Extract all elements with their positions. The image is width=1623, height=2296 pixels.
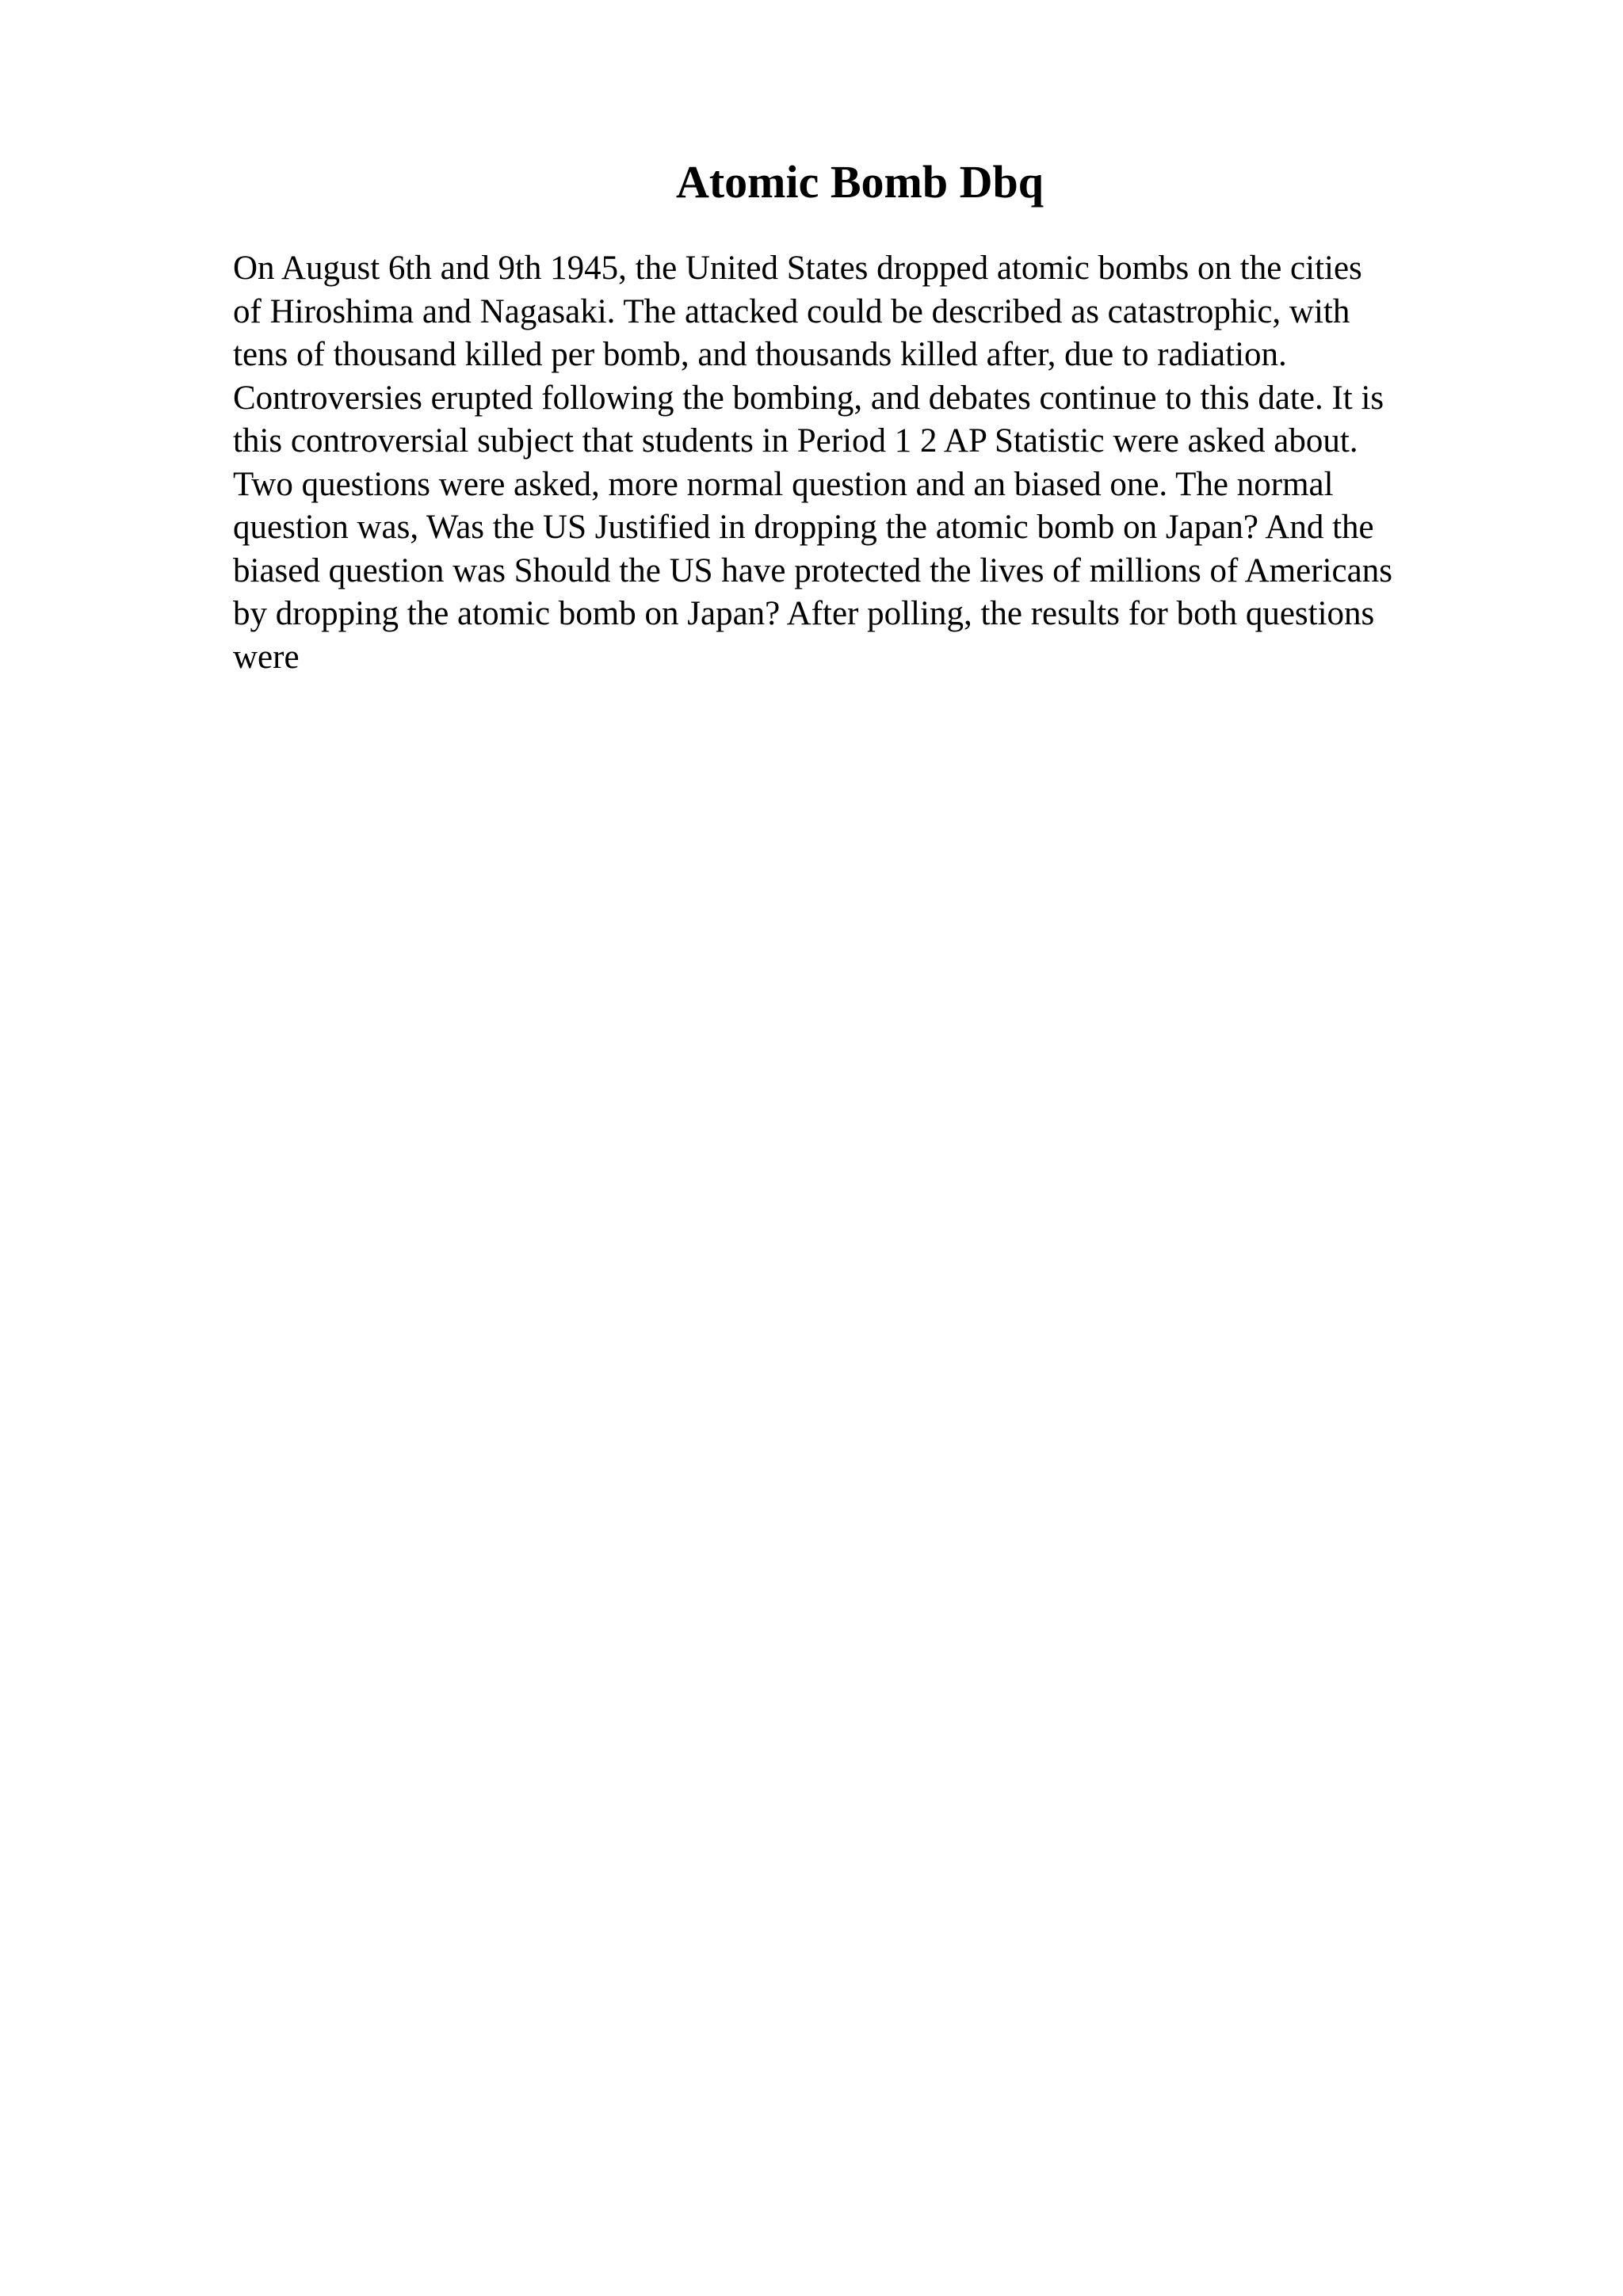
paragraph-line: were [233,638,300,676]
paragraph-line: by dropping the atomic bomb on Japan? After polling, the results for both questions [233,595,1375,632]
page-title: Atomic Bomb Dbq [675,156,1044,208]
paragraph-line: tens of thousand killed per bomb, and thousands killed after, due to radiation. [233,336,1287,373]
paragraph-line: Two questions were asked, more normal question and an biased one. The normal [233,465,1334,503]
paragraph-line: Controversies erupted following the bombing, and debates continue to this date. It is [233,379,1384,417]
paragraph-line: of Hiroshima and Nagasaki. The attacked could be described as catastrophic, with [233,292,1350,330]
paragraph-line: this controversial subject that students in Period 1 2 AP Statistic were asked about. [233,422,1358,460]
paragraph-line: biased question was Should the US have protected the lives of millions of Americans [233,551,1392,589]
paragraph-line: question was, Was the US Justified in dropping the atomic bomb on Japan? And the [233,509,1374,546]
paragraph-line: On August 6th and 9th 1945, the United States dropped atomic bombs on the cities [233,250,1362,287]
body-paragraph [233,247,1517,679]
